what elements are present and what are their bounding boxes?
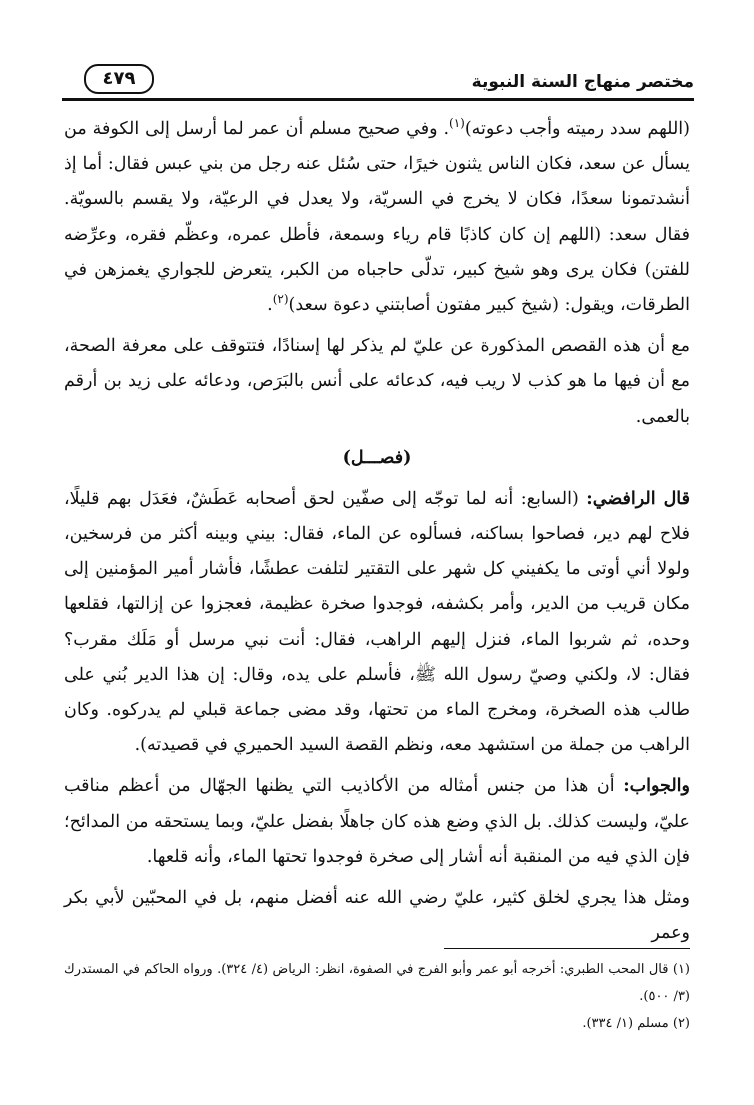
paragraph-4-body: أن هذا من جنس أمثاله من الأكاذيب التي يظنها الجهّال من أعظم مناقب عليّ، وليست كذلك. بل الذي وضع هذه كان جاهلًا بفضل عليّ، وبما يستحقه من المدائح؛ فإن الذي فيه من المنقبة أنه أشار إلى صخرة فوجدوا تحتها الماء، وأنه قلعها. <box>64 776 690 867</box>
paragraph-5: ومثل هذا يجري لخلق كثير، عليّ رضي الله عنه أفضل منهم، بل في المحبّين لأبي بكر وعمر <box>64 888 690 944</box>
footnote-separator <box>444 948 690 949</box>
page-header <box>62 62 694 98</box>
section-heading: (فصـــل) <box>342 447 412 468</box>
page-number: ٤٧٩ <box>84 64 154 94</box>
footnotes <box>64 956 690 1037</box>
paragraph-4-lead: والجواب: <box>623 776 690 797</box>
paragraph-1-body: . وفي صحيح مسلم أن عمر لما أرسل إلى الكوفة من يسأل عن سعد، فكان الناس يثنون خيرًا، حتى سُئل عنه رجل من بني عبس فقال: أما إذ أنشدتمونا سعدًا، فكان لا يخرج في السريّة، ولا يعدل في الرعيّة، ولا يقسم بالسويّة. فقال سعد: (اللهم إن كان كاذبًا قام رياء وسمعة، فأطل عمره، وعظّم فقره، وعرِّضه للفتن) فكان يرى وهو شيخ كبير، تدلّى حاجباه من الكبر، يتعرض للجواري يغمزهن في الطرقات، ويقول: (شيخ كبير مفتون أصابتني دعوة سعد) <box>64 119 690 316</box>
book-title: مختصر منهاج السنة النبوية <box>471 72 694 92</box>
paragraph-1 <box>64 112 690 323</box>
paragraph-4 <box>64 769 690 875</box>
footnote-ref-2: (٢) <box>272 292 289 307</box>
paragraph-2: مع أن هذه القصص المذكورة عن عليّ لم يذكر لها إسنادًا، فتتوقف على معرفة الصحة، مع أن فيها ما هو كذب لا ريب فيه، كدعائه على أنس بالبَرَص، ودعائه على زيد بن أرقم بالعمى. <box>64 336 690 427</box>
main-text <box>64 112 690 957</box>
paragraph-1-end: . <box>267 295 273 316</box>
header-rule <box>62 98 694 101</box>
paragraph-1-quote: (اللهم سدد رميته وأجب دعوته) <box>464 119 690 139</box>
footnote-1: (١) قال المحب الطبري: أخرجه أبو عمر وأبو الفرج في الصفوة، انظر: الرياض (٤/ ٣٢٤). ورواه الحاكم في المستدرك (٣/ ٥٠٠). <box>64 962 690 1004</box>
footnote-2: (٢) مسلم (١/ ٣٣٤). <box>582 1016 690 1031</box>
paragraph-3-body: (السابع: أنه لما توجّه إلى صفّين لحق أصحابه عَطَشٌ، فعَدَل بهم قليلًا، فلاح لهم دير، فصاحوا بساكنه، فسألوه عن الماء، فقال: بيني وبينه أكثر من فرسخين، ولولا أني أوتى ما يكفيني كل شهر على التقتير لتلفت عطشًا، فأشار أمير المؤمنين إلى مكان قريب من الدير، وأمر بكشفه، فوجدوا صخرة عظيمة، فعجزوا عن إزالتها، فقلعها وحده، ثم شربوا الماء، فنزل إليهم الراهب، فقال: أنت نبي مرسل أو مَلَك مقرب؟ فقال: لا، ولكني وصيّ رسول الله ﷺ، فأسلم على يده، وقال: إن هذا الدير بُني على طالب هذه الصخرة، ومخرج الماء من تحتها، وقد مضى جماعة قبلي لم يدركوه. وكان الراهب من جملة من استشهد معه، ونظم القصة السيد الحميري في قصيدته). <box>64 488 690 756</box>
footnote-ref-1: (١) <box>449 116 465 131</box>
paragraph-3-lead: قال الرافضي: <box>586 488 690 509</box>
paragraph-3 <box>64 482 690 764</box>
